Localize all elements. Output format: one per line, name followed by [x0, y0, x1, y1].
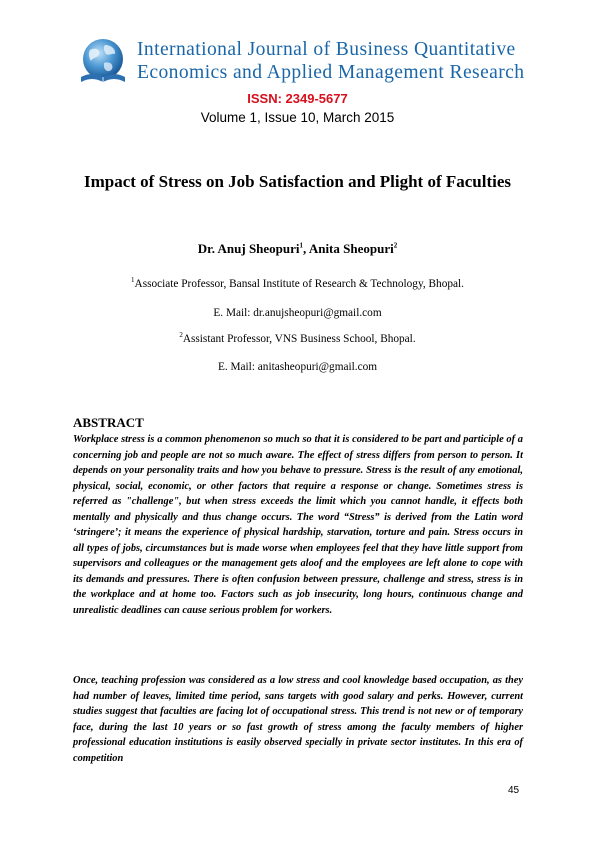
- affiliation-2: [0, 333, 595, 345]
- affiliation-2-sup: 2: [179, 331, 183, 340]
- author-2-sup: 2: [393, 241, 398, 250]
- affiliation-1-sup: 1: [131, 276, 135, 285]
- author-1-sup: 1: [299, 241, 304, 250]
- journal-title: [137, 39, 577, 84]
- journal-header: [0, 30, 595, 90]
- page-number: 45: [508, 785, 520, 796]
- paper-title: Impact of Stress on Job Satisfaction and Plight of Faculties: [83, 172, 512, 191]
- author-separator: ,: [303, 241, 309, 256]
- affiliation-2-text: Assistant Professor, VNS Business School, Bhopal.: [182, 333, 416, 345]
- author-1: Dr. Anuj Sheopuri: [197, 241, 300, 256]
- email-1: E. Mail: dr.anujsheopuri@gmail.com: [213, 307, 382, 319]
- volume-issue: Volume 1, Issue 10, March 2015: [200, 110, 395, 125]
- affiliation-1: [0, 278, 595, 290]
- email-2: E. Mail: anitasheopuri@gmail.com: [217, 361, 378, 373]
- author-2: Anita Sheopuri: [308, 241, 394, 256]
- abstract-paragraph-1: Workplace stress is a common phenomenon so much so that it is considered to be part and participle of a concerning job and people are not so much aware. The effect of stress differs from person to person. It depends on your personality traits and how you behave to pressure. Stress is the result of any emotional, physical, social, economic, or other factors that require a response or change. Sometimes stress is referred as "challenge", but when stress exceeds the limit which you cannot handle, it effects both mentally and physically and thus change occurs. The word “Stress” is derived from the Latin word ‘stringere’; it means the experience of physical hardship, starvation, torture and pain. Stress occurs in all types of jobs, circumstances but is made worse when employees feel that they have little support from supervisors and colleagues or the management gets aloof and the employees are left alone to cope with its demands and pressures. There is often confusion between pressure, challenge and stress, stress is in the workplace and at home too. Factors such as job insecurity, long hours, continuous change and unrealistic deadlines can cause serious problem for workers.: [73, 434, 523, 616]
- globe-book-icon: [78, 36, 128, 88]
- issn: ISSN: 2349-5677: [247, 91, 348, 106]
- abstract-heading: ABSTRACT: [73, 415, 144, 430]
- abstract-paragraph-2: Once, teaching profession was considered as a low stress and cool knowledge based occupation, as they had number of leaves, limited time period, sans targets with good salary and perks. However, current studies suggest that faculties are facing lot of occupational stress. This trend is not new or of temporary face, during the last 10 years or so fast growth of stress among the faculty members of higher professional education institutions is easily observed specially in private sector institutes. In this era of competition: [73, 675, 523, 764]
- journal-title-line1: International Journal of Business Quantitative: [137, 39, 516, 60]
- affiliation-1-text: Associate Professor, Bansal Institute of Research & Technology, Bhopal.: [134, 278, 464, 290]
- authors: [0, 241, 595, 257]
- journal-title-line2: Economics and Applied Management Research: [137, 62, 525, 83]
